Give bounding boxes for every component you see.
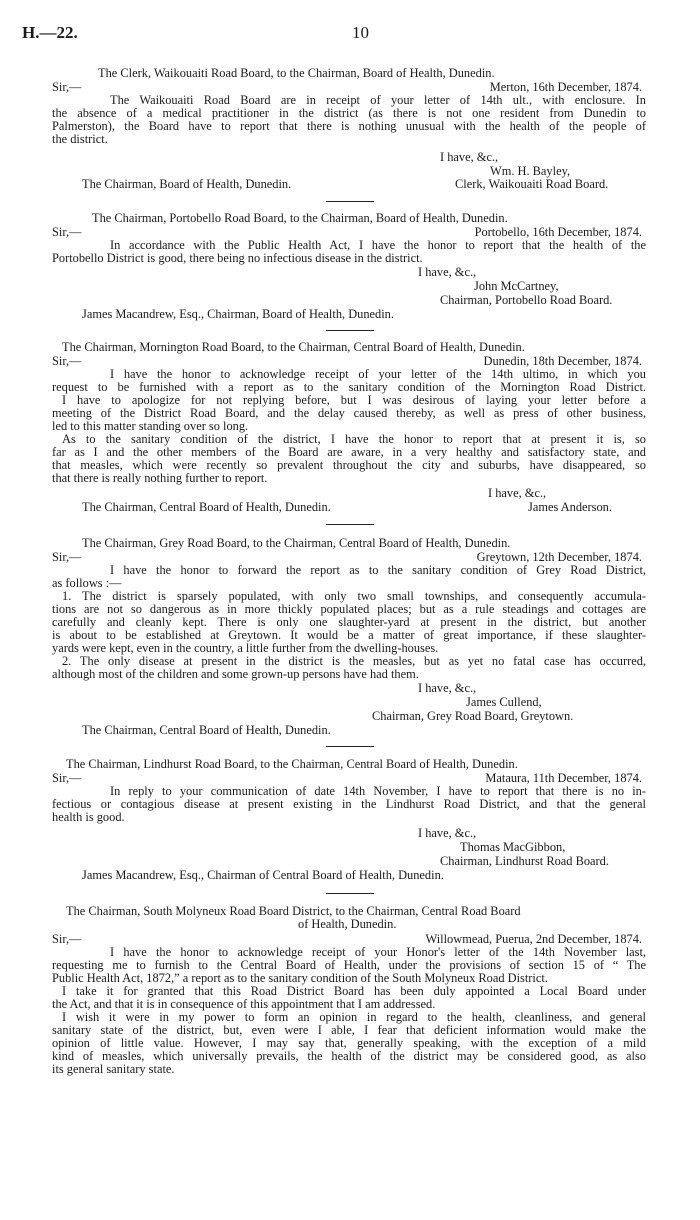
letter-6-body-line: the Act, and that it is in consequence of this appointment that I am addressed. <box>52 997 436 1011</box>
letter-5-signature: Thomas MacGibbon, <box>460 840 566 854</box>
letter-4-body-line: 2. The only disease at present in the district is the measles, but as yet no fatal case has occurred, <box>62 654 646 668</box>
letter-5-closing: I have, &c., <box>418 826 477 840</box>
letter-1-title: The Clerk, Waikouaiti Road Board, to the Chairman, Board of Health, Dunedin. <box>98 66 495 80</box>
letter-2-title: The Chairman, Portobello Road Board, to the Chairman, Board of Health, Dunedin. <box>92 211 508 225</box>
letter-3-place-date: Dunedin, 18th December, 1874. <box>483 354 642 368</box>
letter-4-place-date: Greytown, 12th December, 1874. <box>476 550 642 564</box>
letter-4-body-line: I have the honor to forward the report as to the sanitary condition of Grey Road District, <box>110 563 646 577</box>
letter-6-body-line: opinion of little value. However, I may say that, generally speaking, with the exception of a mild <box>52 1036 646 1050</box>
letter-1-salutation: Sir,— <box>52 80 82 94</box>
letter-6-body-line: kind of measles, which universally prevails, the health of the district may be considered good, as also <box>52 1049 646 1063</box>
letter-6-salutation: Sir,— <box>52 932 82 946</box>
letter-5-body-line: In reply to your communication of date 14th November, I have to report that there is no in- <box>110 784 646 798</box>
letter-4-body-line: tions are not so dangerous as in more thickly populated places; but as a rule steadings and cottages are <box>52 602 646 616</box>
letter-4-body-line: is about to be established at Greytown. It would be a matter of great importance, if these slaughter- <box>52 628 646 642</box>
letter-4-body-line: yards were kept, even in the country, a little further from the dwelling-houses. <box>52 641 439 655</box>
letter-1-body-line: the absence of a medical practitioner in the district (as there is not one resident from Dunedin to <box>52 106 646 120</box>
letter-6-body-line: its general sanitary state. <box>52 1062 175 1076</box>
letter-5-body-line: fectious or contagious disease at present existing in the Lindhurst Road District, and that the general <box>52 797 646 811</box>
letter-4-signature: James Cullend, <box>466 695 542 709</box>
letter-1-body-line: The Waikouaiti Road Board are in receipt of your letter of 14th ult., with enclosure. In <box>110 93 646 107</box>
section-divider <box>326 201 374 202</box>
section-divider <box>326 330 374 331</box>
letter-5-salutation: Sir,— <box>52 771 82 785</box>
letter-1-addressee: The Chairman, Board of Health, Dunedin. <box>82 177 292 191</box>
letter-3-body-line: that there is really nothing further to report. <box>52 471 268 485</box>
letter-4-salutation: Sir,— <box>52 550 82 564</box>
letter-6-title: The Chairman, South Molyneux Road Board District, to the Chairman, Central Road Board <box>66 904 521 918</box>
letter-2-addressee: James Macandrew, Esq., Chairman, Board of Health, Dunedin. <box>82 307 394 321</box>
letter-6-place-date: Willowmead, Puerua, 2nd December, 1874. <box>425 932 642 946</box>
letter-1-signature: Wm. H. Bayley, <box>490 164 571 178</box>
letter-6-body-line: I wish it were in my power to form an opinion in regard to the health, cleanliness, and general <box>62 1010 646 1024</box>
letter-4-body-line: 1. The district is sparsely populated, with only two small townships, and consequently accumula- <box>62 589 646 603</box>
letter-2-place-date: Portobello, 16th December, 1874. <box>474 225 642 239</box>
letter-3-addressee: The Chairman, Central Board of Health, Dunedin. <box>82 500 331 514</box>
letter-2-body-line: In accordance with the Public Health Act, I have the honor to report that the health of the <box>110 238 646 252</box>
letter-5-body-line: health is good. <box>52 810 125 824</box>
letter-2-signature: John McCartney, <box>474 279 559 293</box>
letter-5-title: The Chairman, Lindhurst Road Board, to the Chairman, Central Board of Health, Dunedin. <box>66 757 518 771</box>
letter-6-title-continued: of Health, Dunedin. <box>298 917 397 931</box>
letter-3-body-line: request to be furnished with a report as to the sanitary condition of the Mornington Road District. <box>52 380 646 394</box>
letter-3-signature: James Anderson. <box>528 500 612 514</box>
letter-1-signature-title: Clerk, Waikouaiti Road Board. <box>455 177 609 191</box>
letter-2-signature-title: Chairman, Portobello Road Board. <box>440 293 613 307</box>
letter-4-closing: I have, &c., <box>418 681 477 695</box>
page-number: 10 <box>352 23 369 42</box>
letter-4-signature-title: Chairman, Grey Road Board, Greytown. <box>372 709 574 723</box>
letter-4-addressee: The Chairman, Central Board of Health, Dunedin. <box>82 723 331 737</box>
letter-1-place-date: Merton, 16th December, 1874. <box>489 80 642 94</box>
letter-3-body-line: As to the sanitary condition of the district, I have the honor to report that at present it is, so <box>62 432 646 446</box>
letter-3-salutation: Sir,— <box>52 354 82 368</box>
letter-4-title: The Chairman, Grey Road Board, to the Chairman, Central Board of Health, Dunedin. <box>82 536 511 550</box>
letter-5-signature-title: Chairman, Lindhurst Road Board. <box>440 854 609 868</box>
section-divider <box>326 893 374 894</box>
letter-3-body-line: far as I and the other members of the Board are aware, in a very healthy and satisfactory state, and <box>52 445 646 459</box>
letter-3-body-line: that measles, which were recently so prevalent throughout the city and suburbs, have disappeared, so <box>52 458 646 472</box>
report-reference: H.—22. <box>22 23 78 42</box>
letter-2-body-line: Portobello District is good, there being no infectious disease in the district. <box>52 251 423 265</box>
letter-6-body-line: I take it for granted that this Road District Board has been duly appointed a Local Board under <box>62 984 646 998</box>
letter-4-body-line: carefully and cleanly kept. There is only one slaughter-yard at present in the district, but another <box>52 615 646 629</box>
letter-1-body-line: the district. <box>52 132 108 146</box>
letter-3-body-line: I have to apologize for not replying before, but I was desirous of laying your letter before a <box>62 393 646 407</box>
letter-3-title: The Chairman, Mornington Road Board, to the Chairman, Central Board of Health, Dunedin. <box>62 340 525 354</box>
letter-4-body-line: although most of the children and some grown-up persons have had them. <box>52 667 419 681</box>
letter-6-body-line: I have the honor to acknowledge receipt of your Honor's letter of the 14th November last, <box>110 945 646 959</box>
letter-2-closing: I have, &c., <box>418 265 477 279</box>
letter-5-place-date: Mataura, 11th December, 1874. <box>485 771 642 785</box>
letter-3-closing: I have, &c., <box>488 486 547 500</box>
section-divider <box>326 524 374 525</box>
letter-1-closing: I have, &c., <box>440 150 499 164</box>
letter-4-body-line: as follows :— <box>52 576 122 590</box>
letter-3-body-line: I have the honor to acknowledge receipt of your letter of the 14th ultimo, in which you <box>110 367 646 381</box>
letter-6-body-line: sanitary state of the district, but, even were I able, I fear that deficient information would make the <box>52 1023 646 1037</box>
letter-2-salutation: Sir,— <box>52 225 82 239</box>
letter-6-body-line: requesting me to furnish to the Central Board of Health, under the provisions of section 15 of “ The <box>52 958 646 972</box>
section-divider <box>326 746 374 747</box>
letter-1-body-line: Palmerston), the Board have to report that there is nothing unusual with the health of the people of <box>52 119 646 133</box>
letter-5-addressee: James Macandrew, Esq., Chairman of Central Board of Health, Dunedin. <box>82 868 444 882</box>
letter-3-body-line: meeting of the District Road Board, and the delay caused thereby, as well as press of other business, <box>52 406 646 420</box>
letter-3-body-line: led to this matter standing over so long. <box>52 419 249 433</box>
letter-6-body-line: Public Health Act, 1872,” a report as to the sanitary condition of the South Molyneux Road District. <box>52 971 548 985</box>
